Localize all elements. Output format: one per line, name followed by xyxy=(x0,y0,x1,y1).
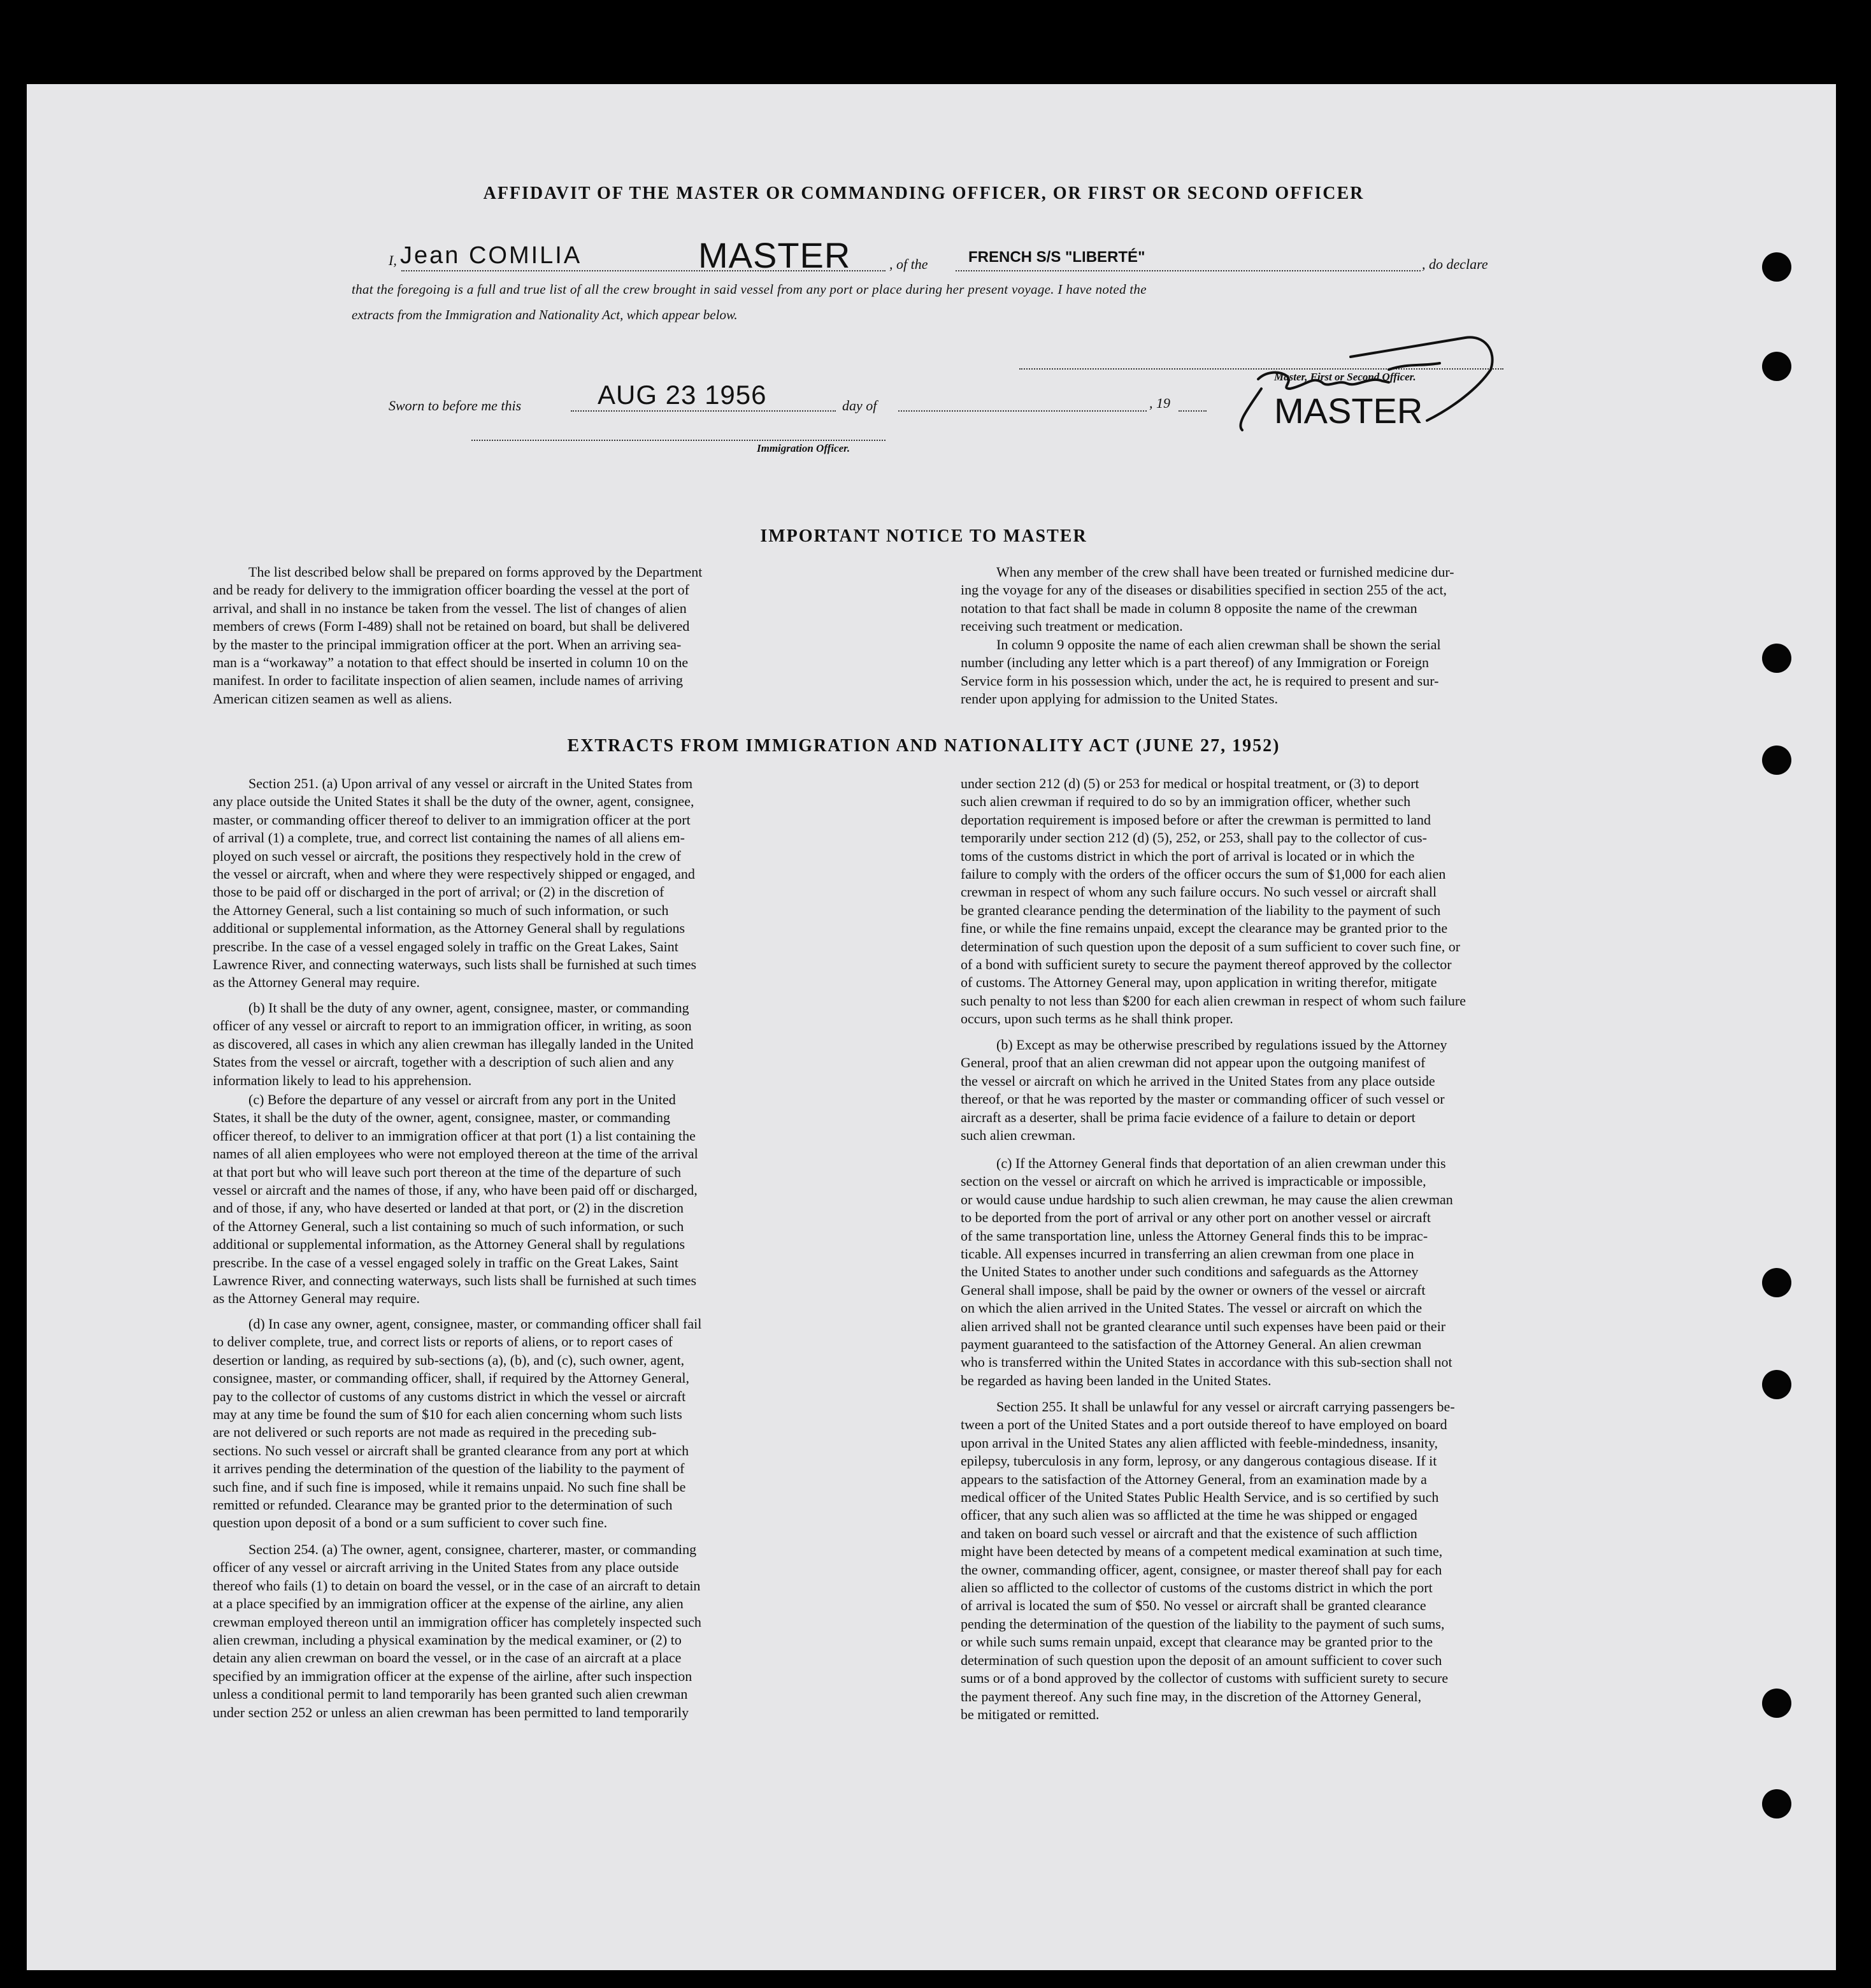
notice-title: IMPORTANT NOTICE TO MASTER xyxy=(760,526,1087,546)
do-declare-label: , do declare xyxy=(1422,256,1488,272)
master-rank: MASTER xyxy=(698,235,851,275)
punch-hole xyxy=(1762,644,1791,673)
section-251-b: (b) It shall be the duty of any owner, agent, consignee, master, or commanding officer of any vessel or aircraft to report to an immigration officer, in writing, as soon as discovered, all cases in which any alien crewman has illegally landed in the United States from the vessel or aircraft, together with a description of such alien and any information likely to lead to his apprehension. xyxy=(213,1000,694,1088)
punch-hole xyxy=(1762,1268,1791,1297)
officer-caption: Immigration Officer. xyxy=(757,442,850,454)
punch-hole xyxy=(1762,252,1791,282)
section-255: Section 255. It shall be unlawful for any vessel or aircraft carrying passengers be- tween a port of the United States and a port outside thereof to have employed on board upon arrival in the United States any alien afflicted with feeble-mindedness, insanity, epilepsy, tuberculosis in any form, leprosy, or any dangerous contagious disease. If it appears to the satisfaction of the Attorney General, from an examination made by a medical officer of the United States Public Health Service, and is so certified by such officer, that any such alien was so afflicted at the time he was shipped or engaged and taken on board such vessel or aircraft and that the existence of such affliction might have been detected by means of a competent medical examination at such time, the owner, commanding officer, agent, consignee, or master thereof shall pay for each alien so afflicted to the collector of customs of the customs district in which the port of arrival is located the sum of $50. No vessel or aircraft shall be granted clearance pending the determination of the question of the liability to the payment of such sums, or while such sums remain unpaid, except that clearance may be granted prior to the determination of such question upon the deposit of an amount sufficient to cover such sums or of a bond approved by the collector of customs with sufficient surety to secure the payment thereof. Any such fine may, in the discretion of the Attorney General, be mitigated or remitted. xyxy=(961,1399,1455,1722)
vessel-name: FRENCH S/S "LIBERTÉ" xyxy=(968,248,1145,266)
section-254-c: (c) If the Attorney General finds that deportation of an alien crewman under this section on the vessel or aircraft on which he arrived is impracticable or impossible, or would cause undue hardship to such alien crewman, he may cause the alien crewman to be deported from the port of arrival or any other port on another vessel or aircraft of the same transportation line, unless the Attorney General finds this to be imprac- ticable. All expenses incurred in transferring an alien crewman from one place in the United States to another under such conditions and safeguards as the Attorney General shall impose, shall be paid by the owner or owners of the vessel or aircraft on which the alien arrived in the United States. The vessel or aircraft on which the alien arrived shall not be granted clearance until such expenses have been paid or their payment guaranteed to the satisfaction of the Attorney General. An alien crewman who is transferred within the United States in accordance with this sub-section shall not be regarded as having been landed in the United States. xyxy=(961,1155,1453,1388)
year-line xyxy=(1179,410,1207,412)
i-label: I, xyxy=(389,252,397,268)
affidavit-line-3: extracts from the Immigration and Nationality Act, which appear below. xyxy=(352,307,738,322)
month-line xyxy=(898,410,1147,412)
section-251-a: Section 251. (a) Upon arrival of any vessel or aircraft in the United States from any place outside the United States it shall be the duty of the owner, agent, consignee, master, or commanding officer thereof to deliver to an immigration officer at the port of arrival (1) a complete, true, and correct list containing the names of all aliens em- ployed on such vessel or aircraft, the positions they respectively hold in the crew of the vessel or aircraft, when and where they were respectively shipped or engaged, and those to be paid off or discharged in the port of arrival; or (2) in the discretion of the Attorney General, such a list containing so much of such information, or such additional or supplemental information, as the Attorney General shall by regulations prescribe. In the case of a vessel engaged solely in traffic on the Great Lakes, Saint Lawrence River, and connecting waterways, such lists shall be furnished at such times as the Attorney General may require. xyxy=(213,775,697,991)
section-251-c: (c) Before the departure of any vessel or aircraft from any port in the United States, it shall be the duty of the owner, agent, consignee, master, or commanding officer thereof, to deliver to an immigration officer at that port (1) a list containing the names of all alien employees who were not employed thereon at the time of the arrival at that port but who will leave such port thereon at the time of the departure of such vessel or aircraft and the names of those, if any, who have been paid off or discharged, and of those, if any, who have deserted or landed at that port, or (2) in the discretion of the Attorney General, such a list containing so much of such information, or such additional or supplemental information, as the Attorney General shall by regulations prescribe. In the case of a vessel engaged solely in traffic on the Great Lakes, Saint Lawrence River, and connecting waterways, such lists shall be furnished at such times as the Attorney General may require. xyxy=(213,1091,698,1307)
punch-hole xyxy=(1762,1689,1791,1718)
affidavit-line-2: that the foregoing is a full and true list of all the crew brought in said vessel from any port or place during her present voyage. I have noted the xyxy=(352,282,1147,297)
notice-left-paragraph: The list described below shall be prepared on forms approved by the Department and be ready for delivery to the immigration officer boarding the vessel at the port of arrival, and shall in no instance be taken from the vessel. The list of changes of alien members of crews (Form I-489) shall not be retained on board, but shall be delivered by the master to the principal immigration officer at the port. When an arriving sea- man is a “workaway” a notation to that effect should be inserted in column 10 on the manifest. In order to facilitate inspection of alien seamen, include names of arriving American citizen seamen as well as aliens. xyxy=(213,564,703,707)
punch-hole xyxy=(1762,352,1791,381)
affidavit-title: AFFIDAVIT OF THE MASTER OR COMMANDING OFFICER, OR FIRST OR SECOND OFFICER xyxy=(483,184,1365,203)
of-the-label: , of the xyxy=(889,256,928,272)
date-line xyxy=(571,410,836,412)
section-254-a: Section 254. (a) The owner, agent, consignee, charterer, master, or commanding officer of any vessel or aircraft arriving in the United States from any place outside thereof who fails (1) to detain on board the vessel, or in the case of an aircraft to detain at a place specified by an immigration officer at the expense of the airline, any alien crewman employed thereon until an immigration officer has completely inspected such alien crewman, including a physical examination by the medical examiner, or (2) to detain any alien crewman on board the vessel, or in the case of an aircraft at a place specified by an immigration officer at the expense of the airline, after such inspection unless a conditional permit to land temporarily has been granted such alien crewman under section 252 or unless an alien crewman has been permitted to land temporarily xyxy=(213,1541,701,1720)
punch-hole xyxy=(1762,1370,1791,1399)
notice-right-paragraph-1: When any member of the crew shall have been treated or furnished medicine dur- ing the voyage for any of the diseases or disabilities specified in section 255 of the act, notation to that fact shall be made in column 8 opposite the name of the crewman receiving such treatment or medication. xyxy=(961,564,1454,635)
signature-caption: Master, First or Second Officer. xyxy=(1274,371,1416,383)
sworn-date: AUG 23 1956 xyxy=(598,380,767,410)
notice-right-paragraph-2: In column 9 opposite the name of each alien crewman shall be shown the serial number (including any letter which is a part thereof) of any Immigration or Foreign Service form in his possession which, under the act, he is required to present and sur- render upon applying for admission to the United States. xyxy=(961,637,1441,707)
day-of-label: day of xyxy=(842,398,877,414)
name-line xyxy=(401,270,885,271)
master-stamp: MASTER xyxy=(1274,391,1423,431)
extracts-title: EXTRACTS FROM IMMIGRATION AND NATIONALITY ACT (JUNE 27, 1952) xyxy=(567,736,1280,756)
section-254-b: (b) Except as may be otherwise prescribed by regulations issued by the Attorney General, proof that an alien crewman did not appear upon the outgoing manifest of the vessel or aircraft on which he arrived in the United States from any place outside thereof, or that he was reported by the master or commanding officer of such vessel or aircraft as a deserter, shall be prima facie evidence of a failure to detain or deport such alien crewman. xyxy=(961,1037,1447,1144)
section-251-d: (d) In case any owner, agent, consignee, master, or commanding officer shall fail to deliver complete, true, and correct lists or reports of aliens, or to report cases of desertion or landing, as required by sub-sections (a), (b), and (c), such owner, agent, consignee, master, or commanding officer, shall, if required by the Attorney General, pay to the collector of customs of any customs district in which the vessel or aircraft may at any time be found the sum of $10 for each alien concerning whom such lists are not delivered or such reports are not made as required in the preceding sub- sections. No such vessel or aircraft shall be granted clearance from any port at which it arrives pending the determination of the question of the liability to the payment of such fine, and if such fine is imposed, while it remains unpaid. No such fine shall be remitted or refunded. Clearance may be granted prior to the determination of such question upon deposit of a bond or a sum sufficient to cover such fine. xyxy=(213,1316,702,1531)
section-254-a-continued: under section 212 (d) (5) or 253 for medical or hospital treatment, or (3) to deport such alien crewman if required to do so by an immigration officer, whether such deportation requirement is imposed before or after the crewman is permitted to land temporarily under section 212 (d) (5), 252, or 253, shall pay to the collector of cus- toms of the customs district in which the port of arrival is located or in which the failure to comply with the orders of the officer occurs the sum of $1,000 for each alien crewman in respect of whom any such failure occurs. No such vessel or aircraft shall be granted clearance pending the determination of the liability to the payment of such fine, or while the fine remains unpaid, except the clearance may be granted prior to the determination of such question upon the deposit of a sum sufficient to cover such fine, or of a bond with sufficient surety to secure the payment thereof approved by the collector of customs. The Attorney General may, upon application in writing therefor, mitigate such penalty to not less than $200 for each alien crewman in respect of whom such failure occurs, upon such terms as he shall think proper. xyxy=(961,775,1466,1027)
year-label: , 19 xyxy=(1149,395,1170,411)
master-name: Jean COMILIA xyxy=(400,242,582,269)
sworn-label: Sworn to before me this xyxy=(389,398,522,414)
officer-line xyxy=(471,440,885,441)
vessel-line xyxy=(956,270,1421,271)
punch-hole xyxy=(1762,1789,1791,1819)
